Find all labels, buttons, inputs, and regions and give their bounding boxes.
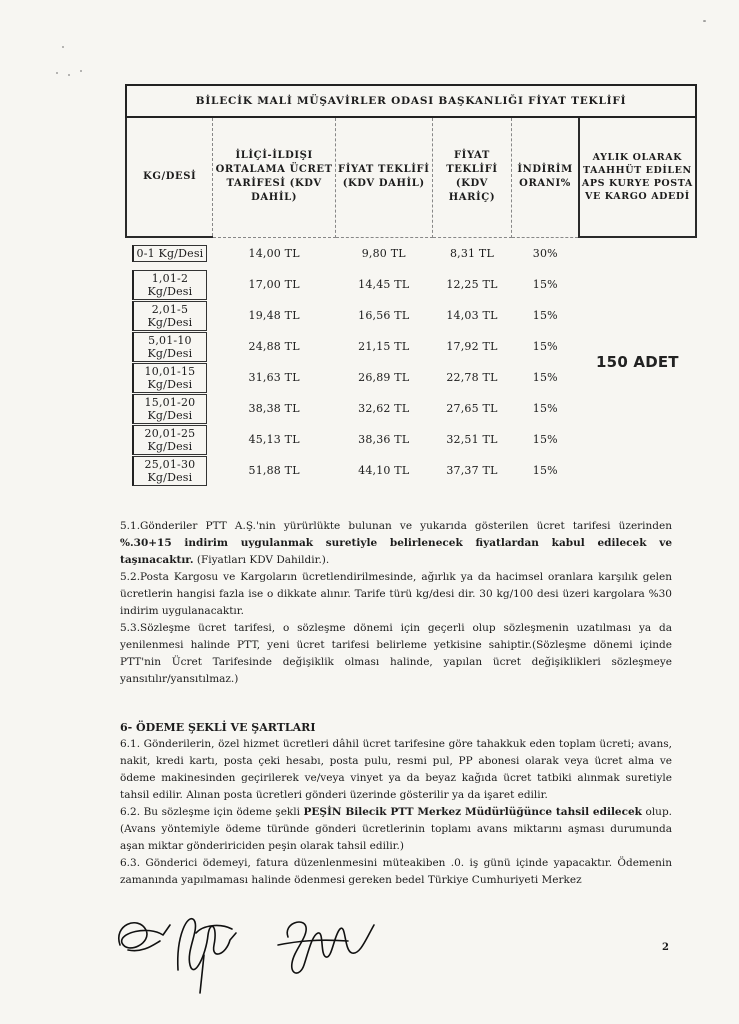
header-fiyat-kdv-haric: FİYAT TEKLİFİ (KDV HARİÇ) [432, 117, 512, 237]
kg-desi-cell: 10,01-15 Kg/Desi [132, 363, 207, 393]
kdv-dahil-cell: 9,80 TL [361, 246, 406, 260]
clause-5-3: 5.3.Sözleşme ücret tarifesi, o sözleşme dönemi için geçerli olup sözleşmenin uzatılması ya da yenilenmesi halinde PTT, yeni ücret tarifesi belirleme yetkisine sahiptir.(Sözleşme dönemi içinde PTT'nin Ücret Tarifesinde değişiklik olması halinde, yapılan ücret değişiklikleri sözleşmeye yansıtılır/yansıtılmaz.) [120, 622, 672, 685]
tarife-cell: 51,88 TL [248, 464, 300, 477]
kg-desi-cell: 15,01-20 Kg/Desi [132, 394, 207, 424]
indirim-orani-cell: 15% [532, 464, 558, 477]
kdv-dahil-cell: 38,36 TL [358, 433, 410, 446]
indirim-orani-cell: 15% [532, 278, 558, 291]
kdv-haric-cell: 14,03 TL [446, 309, 498, 322]
kg-desi-cell: 5,01-10 Kg/Desi [132, 332, 207, 362]
kg-desi-cell: 2,01-5 Kg/Desi [132, 301, 207, 331]
header-indirim-orani: İNDİRİM ORANI% [512, 117, 579, 237]
scan-speck [68, 74, 70, 76]
price-offer-table [125, 84, 697, 486]
kg-desi-cell: 20,01-25 Kg/Desi [132, 425, 207, 455]
clauses-section-5 [120, 518, 672, 688]
page-number: 2 [662, 942, 669, 953]
scan-speck [56, 72, 58, 74]
handwritten-signatures [108, 895, 428, 995]
indirim-orani-cell: 15% [532, 371, 558, 384]
indirim-orani-cell: 15% [532, 340, 558, 353]
table-row [126, 237, 696, 269]
scan-speck [703, 20, 706, 22]
kdv-dahil-cell: 32,62 TL [358, 402, 410, 415]
kg-desi-cell: 1,01-2 Kg/Desi [132, 270, 207, 300]
kdv-haric-cell: 37,37 TL [446, 464, 498, 477]
header-kg-desi: KG/DESİ [126, 117, 213, 237]
section-title-odeme: 6- ÖDEME ŞEKLİ VE ŞARTLARI [120, 721, 316, 734]
indirim-orani-cell: 15% [532, 433, 558, 446]
header-fiyat-kdv-dahil: FİYAT TEKLİFİ (KDV DAHİL) [335, 117, 432, 237]
kdv-dahil-cell: 21,15 TL [358, 340, 410, 353]
header-aylik-adet: AYLIK OLARAK TAAHHÜT EDİLEN APS KURYE POSTA VE KARGO ADEDİ [579, 117, 696, 237]
signature-1 [119, 923, 170, 948]
kdv-haric-cell: 12,25 TL [446, 278, 498, 291]
signature-3 [287, 922, 374, 973]
clause-6-2: 6.2. Bu sözleşme için ödeme şekli PEŞİN Bilecik PTT Merkez Müdürlüğünce tahsil edilecek olup. (Avans yöntemiyle ödeme türünde gönderi ücretlerinin toplamı avans miktarını aşması durumunda aşan miktar göndeririciden peşin olarak tahsil edilir.) [120, 806, 672, 852]
kdv-dahil-cell: 14,45 TL [358, 278, 410, 291]
tarife-cell: 14,00 TL [248, 246, 300, 260]
kdv-dahil-cell: 44,10 TL [358, 464, 410, 477]
table-title: BİLECİK MALİ MÜŞAVİRLER ODASI BAŞKANLIĞI FİYAT TEKLİFİ [126, 85, 696, 117]
indirim-orani-cell: 30% [532, 246, 558, 260]
payment-section [120, 719, 672, 889]
kdv-haric-cell: 32,51 TL [446, 433, 498, 446]
tarife-cell: 17,00 TL [248, 278, 300, 291]
kdv-haric-cell: 22,78 TL [446, 371, 498, 384]
tarife-cell: 24,88 TL [248, 340, 300, 353]
tarife-cell: 31,63 TL [248, 371, 300, 384]
kdv-haric-cell: 27,65 TL [446, 402, 498, 415]
clause-6-3: 6.3. Gönderici ödemeyi, fatura düzenlenmesini müteakiben .0. iş günü içinde yapacaktır. Ödemenin zamanında yapılmaması halinde ödenmesi gereken bedel Türkiye Cumhuriyeti Merkez [120, 857, 672, 886]
kdv-haric-cell: 17,92 TL [446, 340, 498, 353]
header-ortalama-ucret: İLİÇİ-İLDIŞI ORTALAMA ÜCRET TARİFESİ (KDV DAHİL) [213, 117, 335, 237]
tarife-cell: 19,48 TL [248, 309, 300, 322]
clause-5-2: 5.2.Posta Kargosu ve Kargoların ücretlendirilmesinde, ağırlık ya da hacimsel oranlara karşılık gelen ücretlerin hangisi fazla ise o dikkate alınır. Tarife türü kg/desi dir. 30 kg/100 desi üzeri kargolara %30 indirim uygulanacaktır. [120, 571, 672, 617]
scan-speck [62, 46, 64, 48]
tarife-cell: 45,13 TL [248, 433, 300, 446]
kdv-haric-cell: 8,31 TL [449, 246, 494, 260]
kg-desi-cell: 25,01-30 Kg/Desi [132, 456, 207, 486]
tarife-cell: 38,38 TL [248, 402, 300, 415]
kdv-dahil-cell: 16,56 TL [358, 309, 410, 322]
aylik-adet-cell: 150 ADET [596, 353, 679, 371]
indirim-orani-cell: 15% [532, 309, 558, 322]
indirim-orani-cell: 15% [532, 402, 558, 415]
clause-6-1: 6.1. Gönderilerin, özel hizmet ücretleri dâhil ücret tarifesine göre tahakkuk eden toplam ücreti; avans, nakit, kredi kartı, posta çeki hesabı, posta pulu, resmi pul, PP abonesi olarak veya ücret alma ve ödeme makinesinden geçirilerek ve/veya vinyet ya da beyaz kağıda ücret tatbiki alınmak suretiyle tahsil edilir. Alınan posta ücretleri gönderi üzerinde gösterilir ya da işaret edilir. [120, 738, 672, 801]
scan-speck [80, 70, 82, 72]
kg-desi-cell: 0-1 Kg/Desi [132, 245, 207, 262]
clause-5-1: 5.1.Gönderiler PTT A.Ş.'nin yürürlükte bulunan ve yukarıda gösterilen ücret tarifesi üzerinden %.30+15 indirim uygulanmak suretiyle belirlenecek fiyatlardan kabul edilecek ve taşınacaktır. (Fiyatları KDV Dahildir.). [120, 520, 672, 566]
kdv-dahil-cell: 26,89 TL [358, 371, 410, 384]
